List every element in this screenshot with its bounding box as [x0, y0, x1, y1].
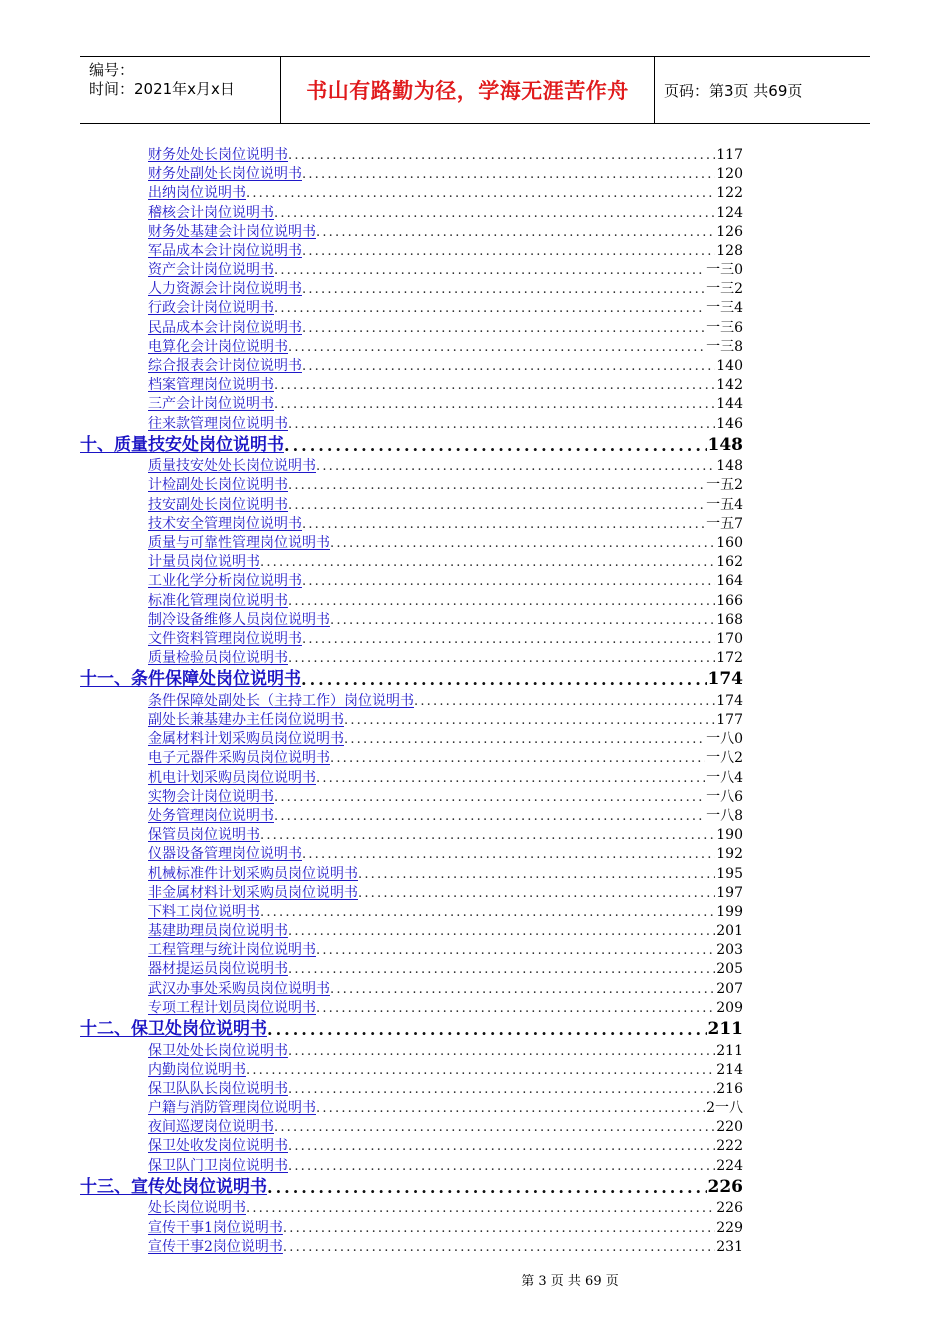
toc-page-number: 174: [707, 669, 743, 690]
toc-leader-dots: [330, 534, 715, 553]
toc-leader-dots: [330, 749, 705, 768]
toc-entry-link[interactable]: 质量检验员岗位说明书: [148, 650, 288, 667]
header-meta: [80, 57, 281, 123]
toc-entry-link[interactable]: 稽核会计岗位说明书: [148, 204, 274, 221]
toc-leader-dots: [288, 415, 715, 434]
toc-entry-row[interactable]: [80, 338, 743, 357]
toc-leader-dots: [246, 1199, 715, 1218]
toc-entry-link[interactable]: 综合报表会计岗位说明书: [148, 358, 302, 375]
toc-page-number: 222: [716, 1138, 743, 1155]
toc-entry-link[interactable]: 内勤岗位说明书: [148, 1061, 246, 1078]
toc-page-number: 172: [716, 650, 743, 667]
toc-entry-link[interactable]: 往来款管理岗位说明书: [148, 415, 288, 432]
toc-entry-row[interactable]: [80, 1138, 743, 1157]
toc-entry-row[interactable]: [80, 572, 743, 591]
toc-entry-row[interactable]: [80, 980, 743, 999]
header-motto: 书山有路勤为径，学海无涯苦作舟: [281, 57, 655, 123]
toc-entry-link[interactable]: 档案管理岗位说明书: [148, 377, 274, 394]
toc-entry-row[interactable]: [80, 884, 743, 903]
toc-leader-dots: [274, 1118, 715, 1137]
toc-page-number: 117: [716, 146, 743, 163]
toc-entry-row[interactable]: [80, 1099, 743, 1118]
toc-entry-row[interactable]: [80, 630, 743, 649]
toc-page-number: 192: [716, 846, 743, 863]
toc-leader-dots: [246, 184, 715, 203]
toc-leader-dots: [288, 960, 715, 979]
page-footer: 第 3 页 共 69 页: [521, 1274, 619, 1289]
toc-page-number: 一五4: [706, 496, 743, 513]
toc-entry-row[interactable]: [80, 319, 743, 338]
toc-leader-dots: [260, 826, 715, 845]
toc-page-number: 一三4: [706, 300, 743, 317]
toc-entry-row[interactable]: [80, 999, 743, 1018]
toc-entry-row[interactable]: [80, 415, 743, 434]
toc-leader-dots: [274, 376, 715, 395]
toc-page-number: 231: [716, 1238, 743, 1255]
toc-leader-dots: [288, 1157, 715, 1176]
toc-page-number: 199: [716, 903, 743, 920]
toc-leader-dots: [302, 280, 705, 299]
toc-entry-link[interactable]: 质量技安处处长岗位说明书: [148, 458, 316, 475]
toc-entry-link[interactable]: 夜间巡逻岗位说明书: [148, 1119, 274, 1136]
toc-entry-row[interactable]: [80, 204, 743, 223]
header-number-label: 编号：: [89, 61, 135, 79]
toc-entry-row[interactable]: [80, 1118, 743, 1137]
toc-entry-link[interactable]: 金属材料计划采购员岗位说明书: [148, 731, 344, 748]
toc-leader-dots: [260, 903, 715, 922]
toc-entry-row[interactable]: [80, 845, 743, 864]
toc-entry-row[interactable]: [80, 903, 743, 922]
toc-leader-dots: [274, 261, 705, 280]
toc-entry-link[interactable]: 计检副处长岗位说明书: [148, 477, 288, 494]
toc-leader-dots: [288, 1080, 715, 1099]
toc-leader-dots: [288, 146, 715, 165]
toc-leader-dots: [260, 553, 715, 572]
toc-leader-dots: [302, 630, 715, 649]
toc-entry-link[interactable]: 军品成本会计岗位说明书: [148, 242, 302, 259]
toc-entry-link[interactable]: 保卫处收发岗位说明书: [148, 1138, 288, 1155]
toc-entry-row[interactable]: [80, 749, 743, 768]
toc-entry-link[interactable]: 处务管理岗位说明书: [148, 807, 274, 824]
toc-entry-link[interactable]: 电子元器件采购员岗位说明书: [148, 750, 330, 767]
toc-entry-link[interactable]: 工业化学分析岗位说明书: [148, 573, 302, 590]
toc-entry-link[interactable]: 宣传干事1岗位说明书: [148, 1219, 283, 1236]
toc-entry-row[interactable]: [80, 807, 743, 826]
page-header: [80, 56, 870, 124]
toc-entry-link[interactable]: 保管员岗位说明书: [148, 827, 260, 844]
toc-leader-dots: [344, 711, 715, 730]
toc-page-number: 一八4: [706, 769, 743, 786]
toc-entry-row[interactable]: [80, 692, 743, 711]
toc-leader-dots: [283, 1238, 715, 1257]
toc-entry-link[interactable]: 制冷设备维修人员岗位说明书: [148, 611, 330, 628]
toc-entry-link[interactable]: 处长岗位说明书: [148, 1200, 246, 1217]
toc-page-number: 一八8: [706, 807, 743, 824]
toc-leader-dots: [330, 611, 715, 630]
toc-leader-dots: [302, 319, 705, 338]
toc-leader-dots: [302, 572, 715, 591]
toc-leader-dots: [330, 980, 715, 999]
toc-entry-link[interactable]: 民品成本会计岗位说明书: [148, 319, 302, 336]
toc-entry-link[interactable]: 保卫处处长岗位说明书: [148, 1042, 288, 1059]
toc-entry-row[interactable]: [80, 457, 743, 476]
toc-entry-row[interactable]: [80, 477, 743, 496]
toc-page-number: 170: [716, 630, 743, 647]
toc-entry-link[interactable]: 技安副处长岗位说明书: [148, 496, 288, 513]
toc-section-row[interactable]: [80, 434, 743, 458]
toc-page-number: 一三8: [706, 338, 743, 355]
toc-leader-dots: [274, 395, 715, 414]
toc-page-number: 124: [716, 204, 743, 221]
toc-entry-row[interactable]: [80, 184, 743, 203]
toc-leader-dots: [288, 592, 715, 611]
toc-page-number: 224: [716, 1157, 743, 1174]
toc-page-number: 148: [716, 458, 743, 475]
toc-entry-link[interactable]: 十三、宣传处岗位说明书: [80, 1176, 267, 1197]
toc-entry-link[interactable]: 十、质量技安处岗位说明书: [80, 434, 284, 455]
toc-entry-row[interactable]: [80, 865, 743, 884]
toc-entry-row[interactable]: [80, 376, 743, 395]
toc-entry-row[interactable]: [80, 711, 743, 730]
toc-entry-row[interactable]: [80, 496, 743, 515]
toc-leader-dots: [274, 807, 705, 826]
toc-page-number: 146: [716, 415, 743, 432]
toc-leader-dots: [302, 242, 715, 261]
toc-entry-row[interactable]: [80, 534, 743, 553]
header-page-info: 页码：第3页 共69页: [664, 81, 803, 100]
toc-page-number: 226: [707, 1176, 743, 1197]
toc-section-row[interactable]: [80, 1018, 743, 1042]
toc-entry-link[interactable]: 财务处基建会计岗位说明书: [148, 223, 316, 240]
toc-leader-dots: [316, 769, 705, 788]
toc-page-number: 一八2: [706, 750, 743, 767]
toc-entry-link[interactable]: 技术安全管理岗位说明书: [148, 515, 302, 532]
toc-page-number: 166: [716, 592, 743, 609]
toc-entry-row[interactable]: [80, 592, 743, 611]
toc-entry-link[interactable]: 保卫队队长岗位说明书: [148, 1080, 288, 1097]
toc-entry-link[interactable]: 质量与可靠性管理岗位说明书: [148, 535, 330, 552]
toc-entry-row[interactable]: [80, 223, 743, 242]
toc-leader-dots: [284, 434, 707, 458]
toc-leader-dots: [274, 788, 705, 807]
toc-entry-link[interactable]: 财务处副处长岗位说明书: [148, 166, 302, 183]
toc-entry-row[interactable]: [80, 515, 743, 534]
toc-entry-link[interactable]: 保卫队门卫岗位说明书: [148, 1157, 288, 1174]
toc-entry-row[interactable]: [80, 730, 743, 749]
toc-entry-row[interactable]: [80, 788, 743, 807]
toc-leader-dots: [288, 1137, 715, 1156]
toc-entry-row[interactable]: [80, 242, 743, 261]
toc-entry-link[interactable]: 财务处处长岗位说明书: [148, 146, 288, 163]
toc-entry-row[interactable]: [80, 395, 743, 414]
toc-page-number: 一五2: [706, 477, 743, 494]
toc-entry-link[interactable]: 条件保障处副处长（主持工作）岗位说明书: [148, 692, 414, 709]
toc-leader-dots: [267, 1018, 707, 1042]
toc-page-number: 122: [716, 185, 743, 202]
toc-entry-link[interactable]: 专项工程计划员岗位说明书: [148, 999, 316, 1016]
toc-leader-dots: [301, 668, 707, 692]
toc-page-number: 164: [716, 573, 743, 590]
toc-leader-dots: [316, 223, 715, 242]
toc-entry-row[interactable]: [80, 1042, 743, 1061]
toc-page-number: 205: [716, 961, 743, 978]
toc-entry-link[interactable]: 三产会计岗位说明书: [148, 396, 274, 413]
toc-entry-link[interactable]: 宣传干事2岗位说明书: [148, 1238, 283, 1255]
toc-page-number: 一三6: [706, 319, 743, 336]
toc-leader-dots: [316, 941, 715, 960]
toc-entry-link[interactable]: 机电计划采购员岗位说明书: [148, 769, 316, 786]
toc-page-number: 160: [716, 535, 743, 552]
toc-entry-row[interactable]: [80, 769, 743, 788]
toc-leader-dots: [283, 1219, 715, 1238]
toc-page-number: 190: [716, 827, 743, 844]
toc-page-number: 一五7: [706, 515, 743, 532]
toc-leader-dots: [267, 1176, 707, 1200]
toc-entry-row[interactable]: [80, 165, 743, 184]
toc-entry-link[interactable]: 人力资源会计岗位说明书: [148, 281, 302, 298]
toc-entry-link[interactable]: 副处长兼基建办主任岗位说明书: [148, 712, 344, 729]
toc-entry-row[interactable]: [80, 611, 743, 630]
toc-page-number: 一八6: [706, 788, 743, 805]
toc-entry-row[interactable]: [80, 1219, 743, 1238]
toc-page-number: 174: [716, 692, 743, 709]
toc-page-number: 207: [716, 980, 743, 997]
toc-leader-dots: [246, 1061, 715, 1080]
toc-leader-dots: [288, 922, 715, 941]
toc-leader-dots: [302, 515, 705, 534]
toc-entry-row[interactable]: [80, 826, 743, 845]
toc-entry-link[interactable]: 器材提运员岗位说明书: [148, 961, 288, 978]
toc-leader-dots: [288, 496, 705, 515]
toc-page-number: 一三2: [706, 281, 743, 298]
toc-entry-row[interactable]: [80, 1238, 743, 1257]
toc-entry-row[interactable]: [80, 1061, 743, 1080]
toc-page-number: 148: [707, 434, 743, 455]
toc-page-number: 126: [716, 223, 743, 240]
toc-leader-dots: [302, 845, 715, 864]
toc-entry-row[interactable]: [80, 357, 743, 376]
toc-entry-link[interactable]: 机械标准件计划采购员岗位说明书: [148, 865, 358, 882]
toc-entry-row[interactable]: [80, 300, 743, 319]
toc-page-number: 177: [716, 712, 743, 729]
toc-entry-link[interactable]: 非金属材料计划采购员岗位说明书: [148, 884, 358, 901]
toc-page-number: 197: [716, 884, 743, 901]
toc-page-number: 162: [716, 554, 743, 571]
toc-leader-dots: [288, 1042, 715, 1061]
toc-entry-row[interactable]: [80, 1080, 743, 1099]
toc-entry-row[interactable]: [80, 146, 743, 165]
toc-leader-dots: [302, 357, 715, 376]
toc-page-number: 211: [707, 1019, 743, 1040]
toc-entry-link[interactable]: 下料工岗位说明书: [148, 903, 260, 920]
toc-page-number: 214: [716, 1061, 743, 1078]
toc-page-number: 128: [716, 242, 743, 259]
table-of-contents: [80, 146, 743, 1257]
toc-entry-link[interactable]: 标准化管理岗位说明书: [148, 592, 288, 609]
toc-section-row[interactable]: [80, 1176, 743, 1200]
toc-page-number: 220: [716, 1119, 743, 1136]
toc-leader-dots: [414, 692, 715, 711]
toc-entry-link[interactable]: 工程管理与统计岗位说明书: [148, 942, 316, 959]
toc-page-number: 216: [716, 1080, 743, 1097]
toc-leader-dots: [316, 457, 715, 476]
toc-leader-dots: [302, 165, 715, 184]
toc-section-row[interactable]: [80, 668, 743, 692]
toc-leader-dots: [288, 649, 715, 668]
toc-entry-link[interactable]: 实物会计岗位说明书: [148, 788, 274, 805]
toc-entry-link[interactable]: 仪器设备管理岗位说明书: [148, 846, 302, 863]
toc-page-number: 120: [716, 166, 743, 183]
toc-page-number: 201: [716, 923, 743, 940]
toc-leader-dots: [288, 476, 705, 495]
toc-page-number: 203: [716, 942, 743, 959]
toc-entry-row[interactable]: [80, 922, 743, 941]
toc-page-number: 2一八: [706, 1100, 743, 1117]
toc-entry-link[interactable]: 出纳岗位说明书: [148, 185, 246, 202]
toc-entry-link[interactable]: 基建助理员岗位说明书: [148, 923, 288, 940]
toc-page-number: 168: [716, 611, 743, 628]
toc-entry-link[interactable]: 资产会计岗位说明书: [148, 262, 274, 279]
toc-entry-link[interactable]: 行政会计岗位说明书: [148, 300, 274, 317]
toc-leader-dots: [344, 730, 705, 749]
toc-entry-row[interactable]: [80, 261, 743, 280]
toc-page-number: 229: [716, 1219, 743, 1236]
toc-page-number: 一八0: [706, 731, 743, 748]
toc-entry-link[interactable]: 十二、保卫处岗位说明书: [80, 1019, 267, 1040]
toc-entry-link[interactable]: 电算化会计岗位说明书: [148, 338, 288, 355]
toc-page-number: 211: [716, 1042, 743, 1059]
toc-entry-row[interactable]: [80, 1199, 743, 1218]
toc-entry-row[interactable]: [80, 553, 743, 572]
toc-entry-link[interactable]: 十一、条件保障处岗位说明书: [80, 669, 301, 690]
toc-leader-dots: [316, 999, 715, 1018]
toc-entry-row[interactable]: [80, 941, 743, 960]
toc-entry-link[interactable]: 武汉办事处采购员岗位说明书: [148, 980, 330, 997]
toc-page-number: 195: [716, 865, 743, 882]
toc-entry-row[interactable]: [80, 280, 743, 299]
toc-leader-dots: [274, 299, 705, 318]
toc-entry-link[interactable]: 计量员岗位说明书: [148, 554, 260, 571]
toc-page-number: 226: [716, 1200, 743, 1217]
toc-leader-dots: [288, 338, 705, 357]
toc-page-number: 一三0: [706, 262, 743, 279]
toc-page-number: 142: [716, 377, 743, 394]
toc-page-number: 209: [716, 999, 743, 1016]
toc-page-number: 144: [716, 396, 743, 413]
toc-entry-link[interactable]: 文件资料管理岗位说明书: [148, 630, 302, 647]
toc-leader-dots: [358, 884, 715, 903]
toc-leader-dots: [274, 204, 715, 223]
toc-entry-link[interactable]: 户籍与消防管理岗位说明书: [148, 1100, 316, 1117]
toc-entry-row[interactable]: [80, 961, 743, 980]
header-time-label: 时间：2021年x月x日: [89, 80, 235, 98]
toc-page-number: 140: [716, 358, 743, 375]
toc-entry-row[interactable]: [80, 1157, 743, 1176]
toc-entry-row[interactable]: [80, 649, 743, 668]
toc-leader-dots: [358, 865, 715, 884]
toc-leader-dots: [316, 1099, 705, 1118]
